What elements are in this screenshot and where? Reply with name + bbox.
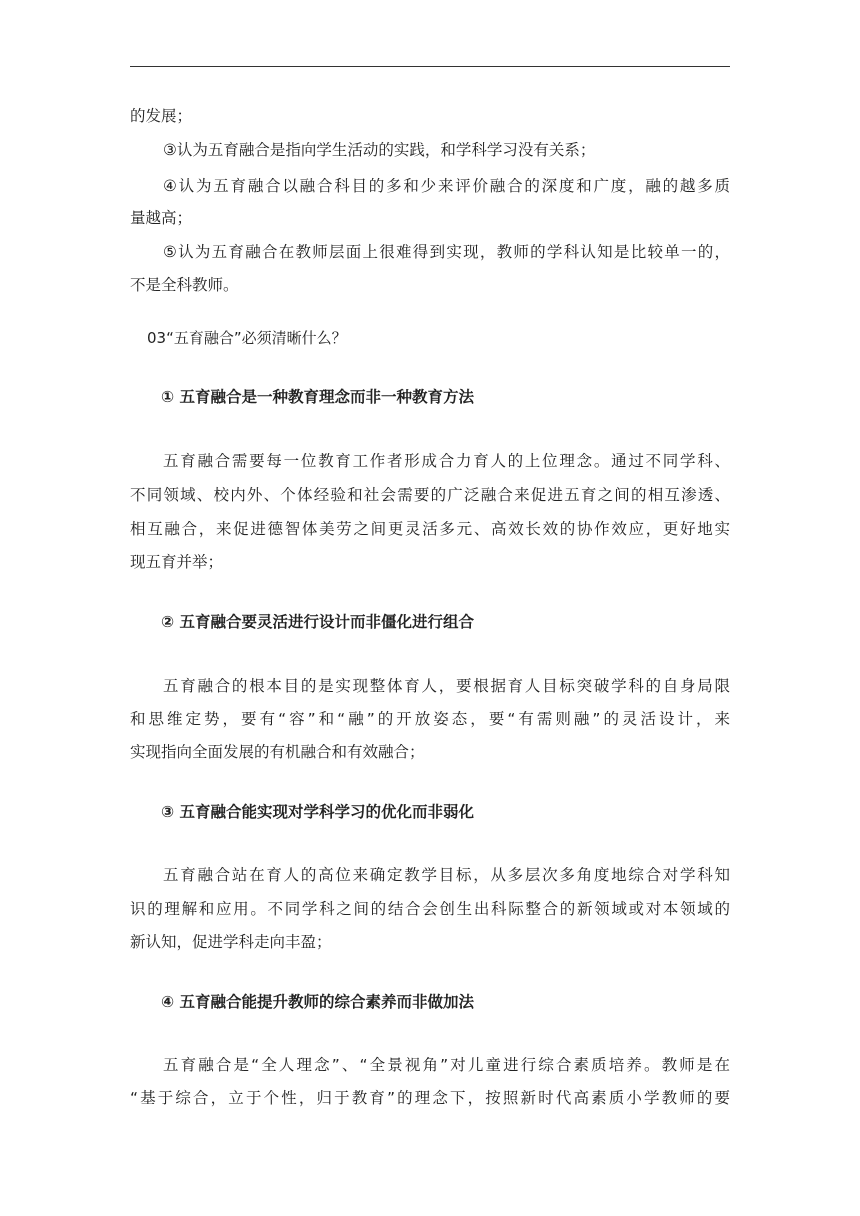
subheading: ④ 五育融合能提升教师的综合素养而非做加法	[161, 993, 475, 1011]
text-line: 的发展；	[130, 107, 193, 125]
subheading: ③ 五育融合能实现对学科学习的优化而非弱化	[161, 803, 475, 821]
text-line: 五育融合是“全人理念”、“全景视角”对儿童进行综合素质培养。教师是在	[163, 1056, 730, 1074]
text-line: 和思维定势，要有“容”和“融”的开放姿态，要“有需则融”的灵活设计，来	[130, 710, 730, 728]
text-line: 识的理解和应用。不同学科之间的结合会创生出科际整合的新领域或对本领域的	[130, 900, 730, 918]
subheading: ① 五育融合是一种教育理念而非一种教育方法	[161, 388, 475, 406]
text-line: 量越高；	[130, 209, 193, 227]
text-line: 五育融合需要每一位教育工作者形成合力育人的上位理念。通过不同学科、	[163, 452, 730, 470]
text-line: 新认知，促进学科走向丰盈；	[130, 933, 332, 951]
text-line: 现五育并举；	[130, 553, 224, 571]
text-line: ③认为五育融合是指向学生活动的实践，和学科学习没有关系；	[163, 141, 596, 159]
text-line: “基于综合，立于个性，归于教育”的理念下，按照新时代高素质小学教师的要	[130, 1089, 730, 1107]
text-line: 不是全科教师。	[130, 276, 239, 294]
text-line: 实现指向全面发展的有机融合和有效融合；	[130, 743, 425, 761]
text-line: 五育融合站在育人的高位来确定教学目标，从多层次多角度地综合对学科知	[163, 866, 730, 884]
text-line: 五育融合的根本目的是实现整体育人，要根据育人目标突破学科的自身局限	[163, 677, 730, 695]
text-line: ⑤认为五育融合在教师层面上很难得到实现，教师的学科认知是比较单一的，	[163, 243, 730, 261]
text-line: 不同领域、校内外、个体经验和社会需要的广泛融合来促进五育之间的相互渗透、	[130, 486, 730, 504]
subheading: ② 五育融合要灵活进行设计而非僵化进行组合	[161, 613, 475, 631]
text-line: ④认为五育融合以融合科目的多和少来评价融合的深度和广度，融的越多质	[163, 177, 730, 195]
text-line: 相互融合，来促进德智体美劳之间更灵活多元、高效长效的协作效应，更好地实	[130, 520, 730, 538]
section-heading: 03“五育融合”必须清晰什么？	[147, 329, 347, 347]
header-rule	[130, 66, 730, 67]
